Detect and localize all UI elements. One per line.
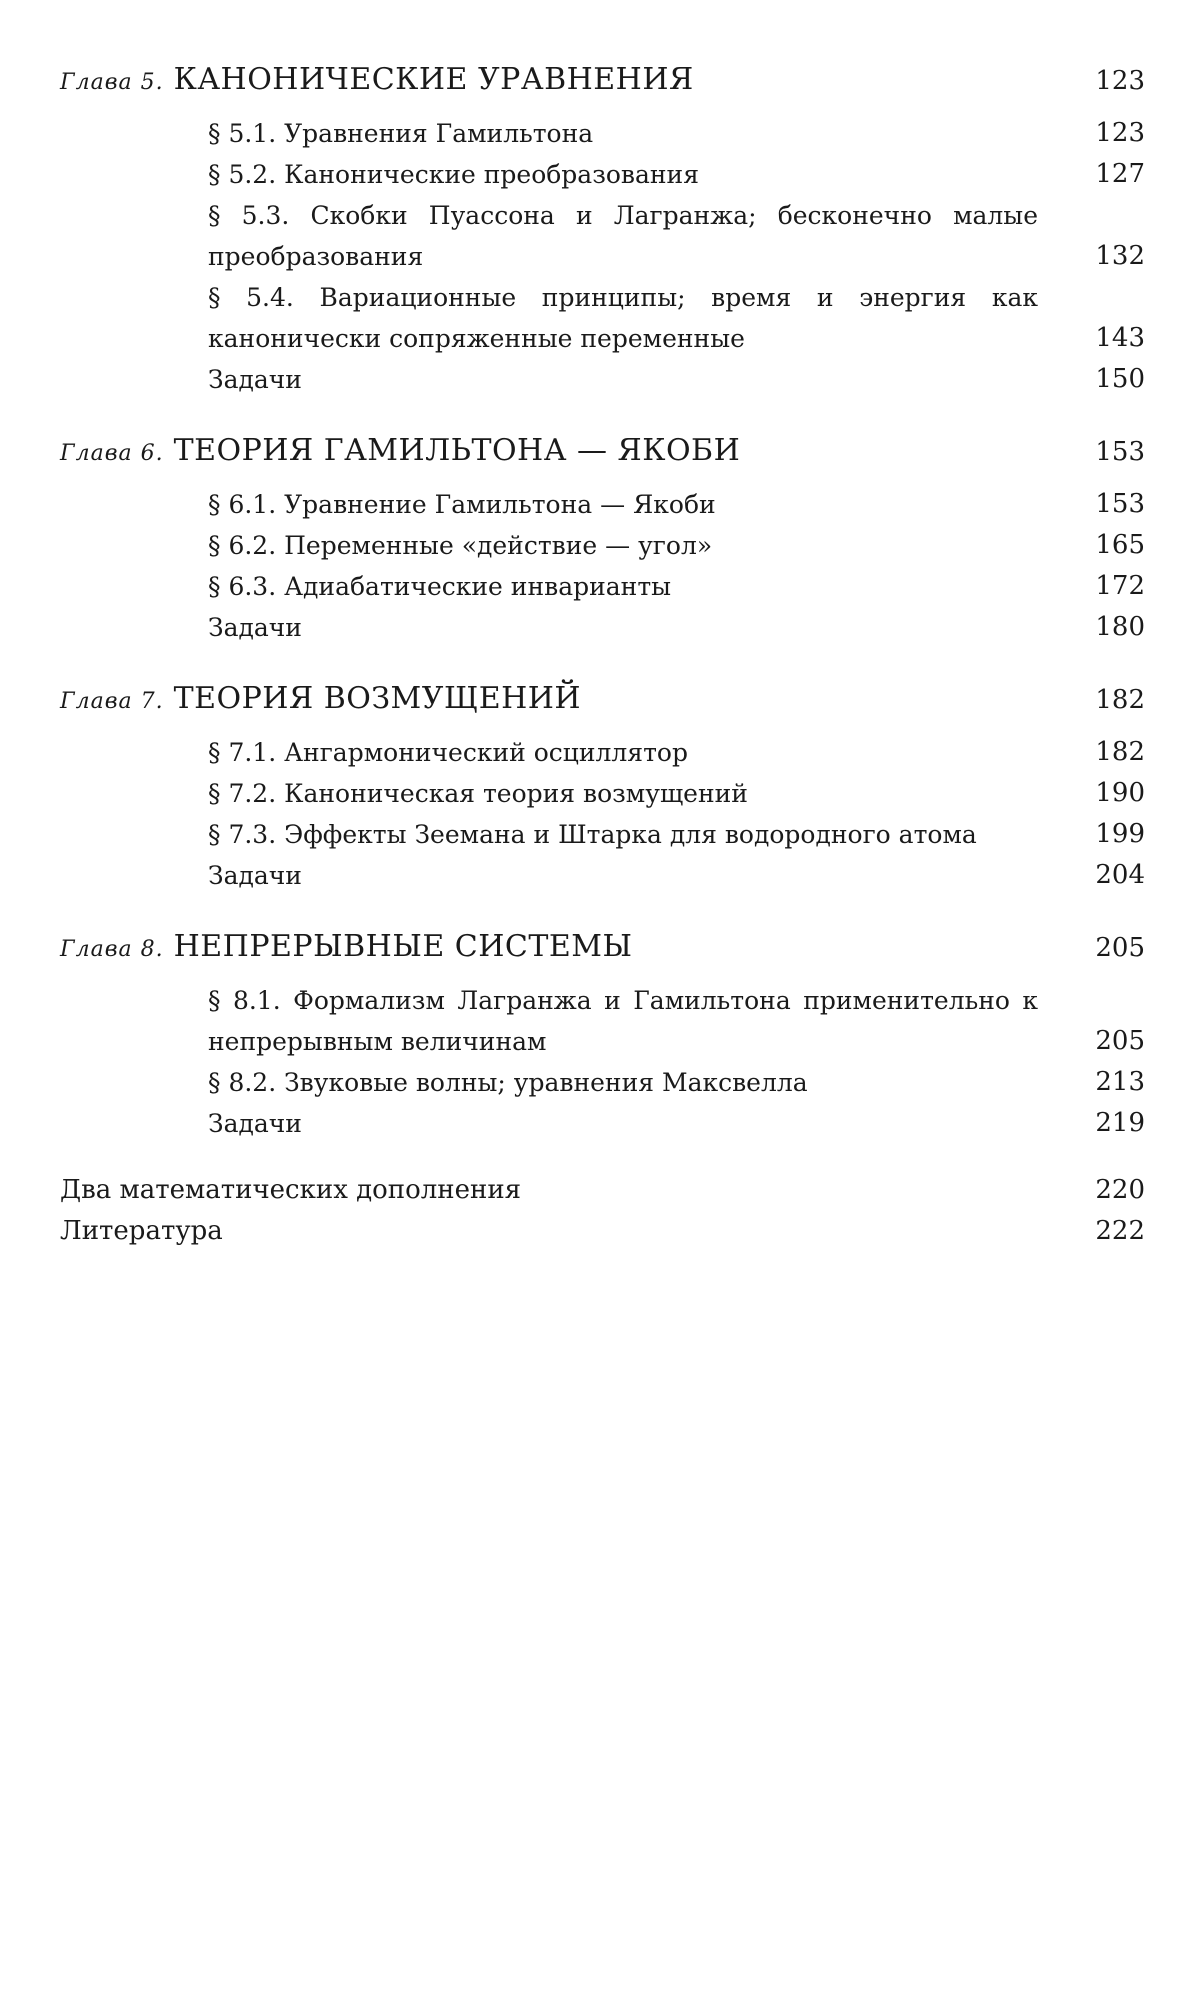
chapter-page: 205 — [1095, 933, 1145, 963]
section-entry — [208, 525, 1145, 566]
section-title: Задачи — [208, 613, 302, 642]
bibliography-title: Литература — [60, 1216, 223, 1246]
section-title: Задачи — [208, 365, 302, 394]
section-page: 199 — [1095, 819, 1145, 849]
table-of-contents — [60, 55, 1145, 1252]
section-entry — [208, 1062, 1145, 1103]
section-title: § 8.2. Звуковые волны; уравнения Максвелла — [208, 1068, 808, 1097]
chapter-label: Глава 6. — [60, 441, 164, 466]
appendix-list — [60, 1170, 1145, 1252]
section-entry — [208, 484, 1145, 525]
chapter-title: НЕПРЕРЫВНЫЕ СИСТЕМЫ — [173, 929, 633, 964]
section-entry — [208, 359, 1145, 400]
section-title: § 7.2. Каноническая теория возмущений — [208, 779, 748, 808]
chapter-title: ТЕОРИЯ ВОЗМУЩЕНИЙ — [173, 681, 582, 716]
chapter-heading-text — [60, 674, 581, 728]
section-page: 127 — [1095, 159, 1145, 189]
chapter-8 — [60, 922, 1145, 1144]
section-entry — [208, 855, 1145, 896]
chapter-heading — [60, 426, 1145, 476]
chapter-label: Глава 7. — [60, 689, 164, 714]
bibliography-entry — [60, 1211, 1145, 1252]
section-page: 190 — [1095, 778, 1145, 808]
section-title: § 7.1. Ангармонический осциллятор — [208, 738, 688, 767]
chapter-heading — [60, 674, 1145, 724]
appendix-title: Два математических дополнения — [60, 1175, 522, 1205]
section-page: 172 — [1095, 571, 1145, 601]
section-title: § 5.3. Скобки Пуассона и Лагранжа; бесконечно малые преобразования — [208, 201, 1038, 271]
chapter-page: 123 — [1095, 66, 1145, 96]
section-title: § 6.3. Адиабатические инварианты — [208, 572, 672, 601]
section-title: § 6.1. Уравнение Гамильтона — Якоби — [208, 490, 716, 519]
section-title: § 5.1. Уравнения Гамильтона — [208, 119, 594, 148]
section-entry — [208, 732, 1145, 773]
chapter-title: ТЕОРИЯ ГАМИЛЬТОНА — ЯКОБИ — [173, 433, 741, 468]
section-entry — [208, 113, 1145, 154]
section-page: 213 — [1095, 1067, 1145, 1097]
chapter-heading — [60, 55, 1145, 105]
section-title: Задачи — [208, 861, 302, 890]
section-page: 180 — [1095, 612, 1145, 642]
appendix-entry — [60, 1170, 1145, 1211]
section-list — [60, 732, 1145, 896]
chapter-7 — [60, 674, 1145, 896]
chapter-page: 153 — [1095, 437, 1145, 467]
chapter-label: Глава 8. — [60, 937, 164, 962]
chapter-5 — [60, 55, 1145, 400]
section-page: 150 — [1095, 364, 1145, 394]
section-title: § 7.3. Эффекты Зеемана и Штарка для водородного атома — [208, 820, 977, 849]
bibliography-page: 222 — [1095, 1216, 1145, 1246]
section-entry — [208, 195, 1145, 277]
section-page: 182 — [1095, 737, 1145, 767]
section-entry — [208, 980, 1145, 1062]
chapter-label: Глава 5. — [60, 70, 164, 95]
section-list — [60, 980, 1145, 1144]
chapter-heading-text — [60, 55, 694, 109]
section-page: 143 — [1095, 323, 1145, 353]
chapter-heading-text — [60, 922, 633, 976]
section-entry — [208, 814, 1145, 855]
chapter-title: КАНОНИЧЕСКИЕ УРАВНЕНИЯ — [173, 62, 694, 97]
appendix-page: 220 — [1095, 1175, 1145, 1205]
section-page: 153 — [1095, 489, 1145, 519]
chapter-6 — [60, 426, 1145, 648]
section-title: § 5.2. Канонические преобразования — [208, 160, 699, 189]
section-title: § 6.2. Переменные «действие — угол» — [208, 531, 713, 560]
section-page: 205 — [1095, 1026, 1145, 1056]
section-page: 132 — [1095, 241, 1145, 271]
section-page: 123 — [1095, 118, 1145, 148]
section-list — [60, 113, 1145, 400]
section-entry — [208, 154, 1145, 195]
section-page: 204 — [1095, 860, 1145, 890]
section-title: § 8.1. Формализм Лагранжа и Гамильтона применительно к непрерывным величинам — [208, 986, 1038, 1056]
section-entry — [208, 773, 1145, 814]
section-entry — [208, 566, 1145, 607]
section-title: Задачи — [208, 1109, 302, 1138]
section-entry — [208, 1103, 1145, 1144]
section-page: 219 — [1095, 1108, 1145, 1138]
section-page: 165 — [1095, 530, 1145, 560]
section-list — [60, 484, 1145, 648]
section-entry — [208, 607, 1145, 648]
section-entry — [208, 277, 1145, 359]
chapter-page: 182 — [1095, 685, 1145, 715]
chapter-heading-text — [60, 426, 740, 480]
chapter-heading — [60, 922, 1145, 972]
section-title: § 5.4. Вариационные принципы; время и энергия как канонически сопряженные переменные — [208, 283, 1038, 353]
